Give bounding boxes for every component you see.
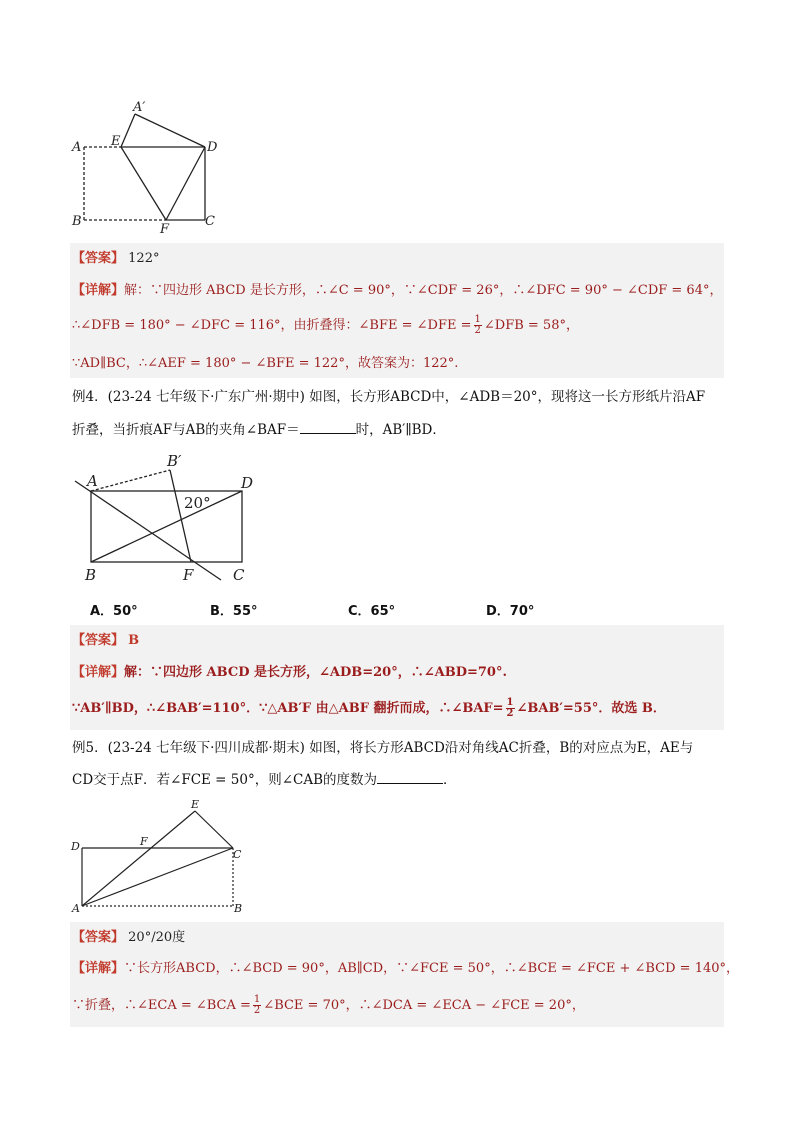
answer-blank — [377, 771, 443, 784]
figure-5 — [65, 795, 255, 920]
label-c: C — [233, 848, 242, 861]
answer-line-1 — [72, 250, 159, 268]
answer-value: B — [128, 633, 140, 648]
detail-text: 解：∵四边形 ABCD 是长方形，∴∠C = 90°，∵∠CDF = 26°，∴∠DFC = 90° − ∠CDF = 64°， — [124, 283, 723, 298]
option-b[interactable]: B．55° — [210, 604, 258, 619]
label-a: A — [72, 902, 80, 915]
question-5-line-2: CD交于点F．若∠FCE = 50°，则∠CAB的度数为 ． — [72, 772, 457, 788]
figure-1 — [60, 95, 240, 235]
label-c: C — [205, 214, 215, 229]
detail-line-1 — [72, 960, 739, 978]
label-b: B — [85, 566, 97, 584]
label-f: F — [183, 566, 194, 584]
detail-text: ∵折叠，∴∠ECA = ∠BCA = — [72, 998, 251, 1013]
detail-tag: 【详解】 — [72, 961, 125, 976]
detail-text: ∠BCE = 70°，∴∠DCA = ∠ECA − ∠FCE = 20°， — [263, 998, 585, 1013]
detail-tag: 【详解】 — [72, 665, 125, 680]
label-f: F — [140, 835, 148, 848]
detail-text: ∵AB′∥BD，∴∠BAB′=110°．∵△AB′F 由△ABF 翻折而成，∴∠BAF= — [72, 701, 504, 716]
label-b: B — [72, 214, 82, 229]
detail-text: 解：∵四边形 ABCD 是长方形，∠ADB=20°，∴∠ABD=70°. — [124, 665, 507, 680]
detail-text: ∵长方形ABCD，∴∠BCD = 90°，AB∥CD，∵∠FCE = 50°，∴∠BCE = ∠FCE + ∠BCD = 140°， — [124, 961, 740, 976]
answer-value: 20°/20度 — [128, 930, 186, 945]
label-b-prime: B′ — [167, 452, 182, 470]
question-5-line-1: 例5．(23-24 七年级下·四川成都·期末) 如图，将长方形ABCD沿对角线AC折叠，B的对应点为E，AE与 — [72, 740, 694, 756]
answer-line-4 — [72, 632, 139, 650]
label-a-prime: A′ — [133, 100, 146, 115]
label-a: A — [72, 140, 82, 155]
option-a[interactable]: A．50° — [90, 604, 138, 619]
label-e: E — [191, 798, 200, 811]
detail-line-2 — [72, 698, 666, 719]
detail-line-1 — [72, 664, 507, 682]
detail-tag: 【详解】 — [72, 283, 125, 298]
option-c[interactable]: C．65° — [348, 604, 396, 619]
detail-line-2 — [72, 995, 585, 1016]
answer-tag: 【答案】 — [72, 251, 125, 266]
answer-tag: 【答案】 — [72, 930, 125, 945]
answer-tag: 【答案】 — [72, 633, 125, 648]
label-d: D — [207, 140, 218, 155]
answer-blank — [300, 421, 356, 434]
option-d[interactable]: D．70° — [486, 604, 535, 619]
label-f: F — [160, 222, 170, 235]
label-d: D — [241, 474, 254, 492]
detail-text: ∴∠DFB = 180° − ∠DFC = 116°，由折叠得：∠BFE = ∠DFE = — [72, 318, 472, 333]
detail-text: ∵AD∥BC，∴∠AEF = 180° − ∠BFE = 122°，故答案为：122°. — [72, 356, 459, 371]
fraction: $\frac{1}{2}$ — [506, 697, 514, 719]
question-4-line-2: 折叠，当折痕AF与AB的夹角∠BAF＝ 时，AB′∥BD． — [72, 422, 446, 438]
detail-text: ∠DFB = 58°， — [483, 318, 579, 333]
detail-line-2 — [72, 315, 579, 336]
figure-4 — [65, 445, 275, 590]
detail-text: ∠BAB′=55°．故选 B． — [516, 701, 666, 716]
label-d: D — [71, 840, 80, 853]
angle-label: 20° — [184, 494, 211, 512]
detail-line-3 — [72, 355, 458, 373]
fraction: $\frac{1}{2}$ — [253, 994, 261, 1016]
answer-value: 122° — [128, 251, 160, 266]
answer-line-5 — [72, 929, 185, 947]
detail-line-1 — [72, 282, 722, 300]
label-a: A — [87, 472, 98, 490]
label-c: C — [233, 566, 245, 584]
fraction: $\frac{1}{2}$ — [474, 314, 481, 336]
question-4-line-1: 例4．(23-24 七年级下·广东广州·期中) 如图，长方形ABCD中，∠ADB＝20°，现将这一长方形纸片沿AF — [72, 389, 706, 405]
label-b: B — [234, 902, 243, 915]
label-e: E — [111, 134, 121, 149]
